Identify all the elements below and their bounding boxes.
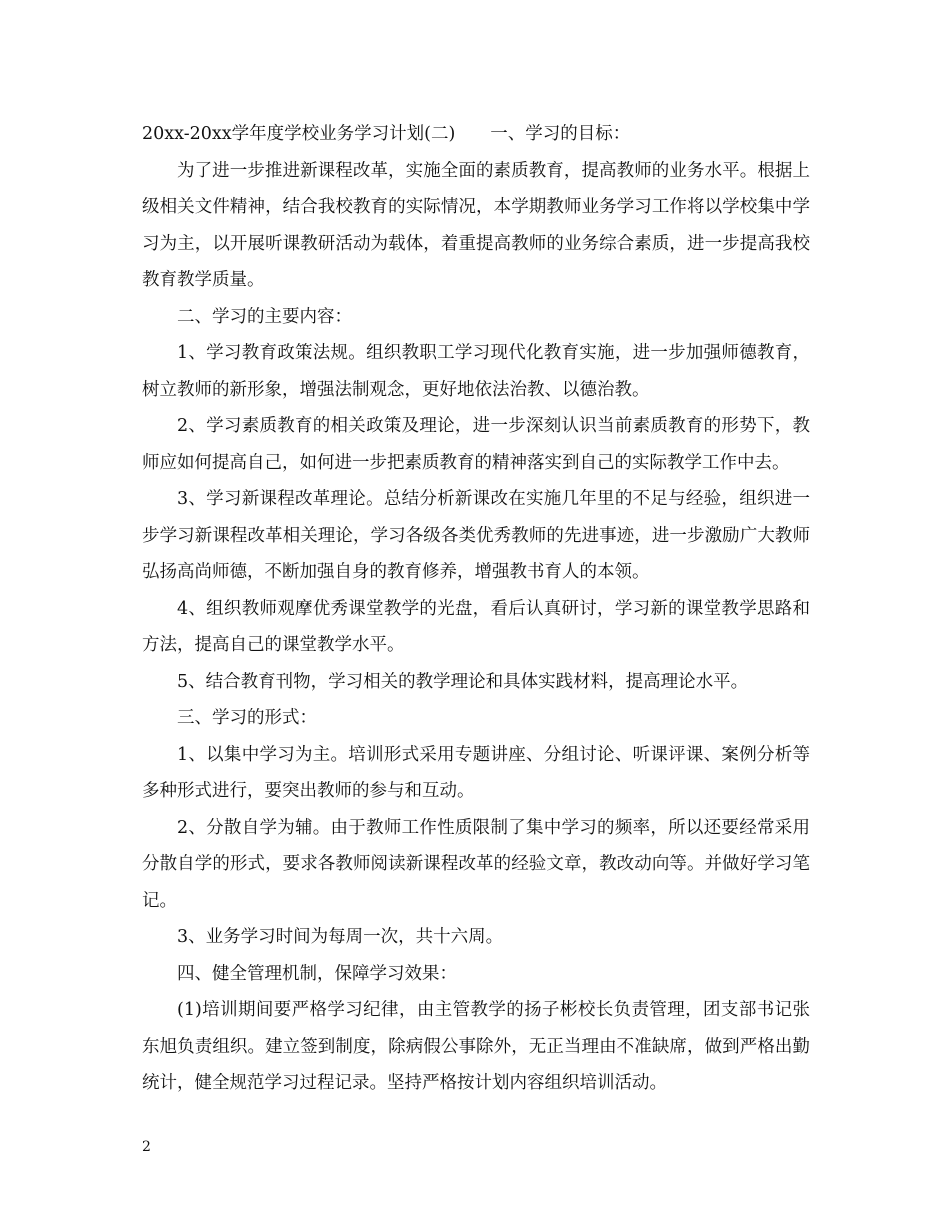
paragraph-management-1-discipline: (1)培训期间要严格学习纪律，由主管教学的扬子彬校长负责管理，团支部书记张东旭负责组织。建立签到制度，除病假公事除外，无正当理由不准缺席，做到严格出勤统计，健全规范学习过程记录。坚持严格按计划内容组织培训活动。: [142, 1000, 810, 1093]
paragraph-item-1-policy: 1、学习教育政策法规。组织教职工学习现代化教育实施，进一步加强师德教育，树立教师的新形象，增强法制观念，更好地依法治教、以德治教。: [142, 343, 810, 400]
paragraph-goal-description: 为了进一步推进新课程改革，实施全面的素质教育，提高教师的业务水平。根据上级相关文件精神，结合我校教育的实际情况，本学期教师业务学习工作将以学校集中学习为主，以开展听课教研活动为载体，着重提高教师的业务综合素质，进一步提高我校教育教学质量。: [142, 160, 810, 290]
paragraph-form-3-schedule: 3、业务学习时间为每周一次，共十六周。: [177, 927, 504, 947]
paragraph-item-4-observation: 4、组织教师观摩优秀课堂教学的光盘，看后认真研讨，学习新的课堂教学思路和方法，提高自己的课堂教学水平。: [142, 598, 810, 655]
section-heading-management: 四、健全管理机制，保障学习效果：: [177, 963, 457, 984]
paragraph-item-5-periodicals: 5、结合教育刊物，学习相关的教学理论和具体实践材料，提高理论水平。: [177, 671, 749, 692]
paragraph-item-3-curriculum-reform: 3、学习新课程改革理论。总结分析新课改在实施几年里的不足与经验，组织进一步学习新课程改革相关理论，学习各级各类优秀教师的先进事迹，进一步激励广大教师弘扬高尚师德，不断加强自身的教育修养，增强教书育人的本领。: [142, 489, 810, 582]
paragraph-form-2-self-study: 2、分散自学为辅。由于教师工作性质限制了集中学习的频率，所以还要经常采用分散自学的形式，要求各教师阅读新课程改革的经验文章，教改动向等。并做好学习笔记。: [142, 817, 810, 911]
section-heading-forms: 三、学习的形式：: [177, 708, 317, 728]
paragraph-item-2-quality-education: 2、学习素质教育的相关政策及理论，进一步深刻认识当前素质教育的形势下，教师应如何提高自己，如何进一步把素质教育的精神落实到自己的实际教学工作中去。: [142, 416, 810, 473]
page-number: 2: [142, 1139, 151, 1155]
title-line: 20xx-20xx学年度学校业务学习计划(二) 一、学习的目标：: [142, 124, 631, 144]
section-heading-main-content: 二、学习的主要内容：: [177, 306, 352, 327]
paragraph-form-1-centralized: 1、以集中学习为主。培训形式采用专题讲座、分组讨论、听课评课、案例分析等多种形式进行，要突出教师的参与和互动。: [142, 744, 810, 801]
document-body: [142, 116, 810, 1102]
